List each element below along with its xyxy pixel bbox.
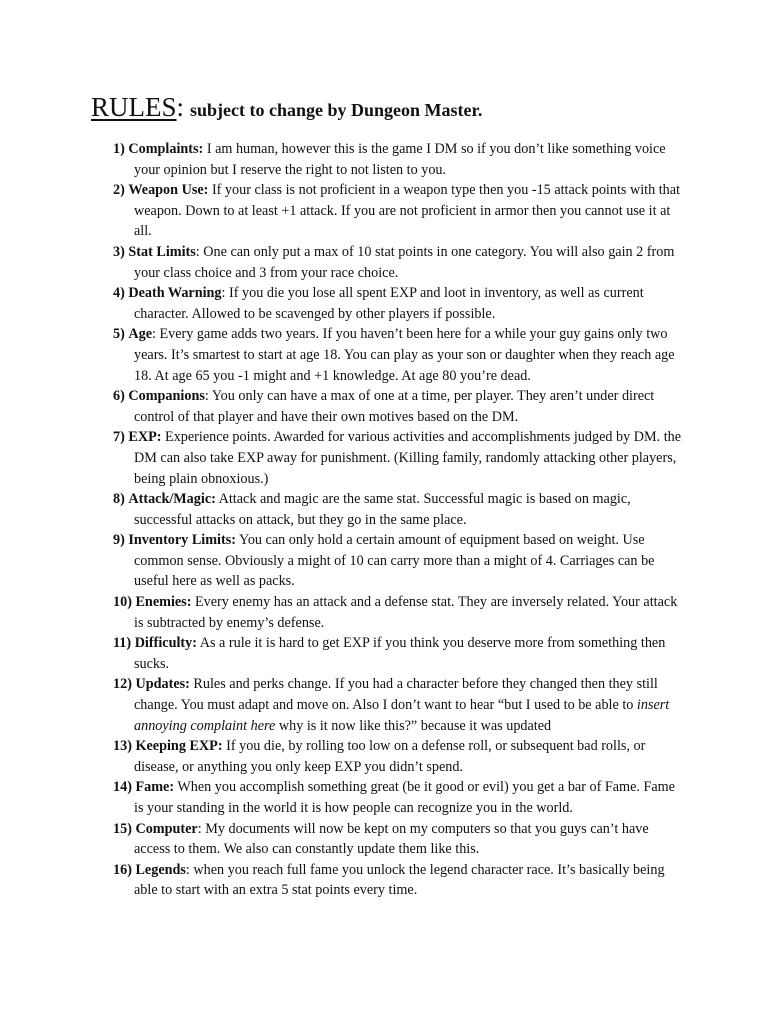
rule-name: EXP: — [128, 429, 162, 446]
rule-name: Age — [128, 326, 153, 343]
document-header — [91, 92, 482, 127]
rule-number: 15) — [113, 820, 132, 837]
rule-item — [113, 674, 683, 736]
rule-name: Death Warning — [128, 285, 222, 302]
rule-item — [113, 736, 683, 777]
rule-number: 5) — [113, 326, 125, 343]
rule-name: Attack/Magic: — [128, 491, 216, 508]
rule-item — [113, 180, 683, 242]
rule-text: Rules and perks change. If you had a character before they changed then they still change. You must adapt and move on. Also I don’t want to hear “but I used to be able to — [134, 676, 658, 714]
rule-number: 13) — [113, 738, 132, 755]
rule-item — [113, 283, 683, 324]
rules-list — [113, 139, 683, 901]
rule-name: Difficulty: — [134, 635, 197, 652]
rule-number: 1) — [113, 141, 125, 157]
page-title: RULES — [91, 92, 177, 122]
rule-number: 3) — [113, 243, 125, 260]
rule-item — [113, 242, 683, 283]
rule-name: Enemies: — [135, 594, 192, 611]
rule-number: 14) — [113, 779, 132, 796]
rule-number: 16) — [113, 861, 132, 878]
rule-name: Stat Limits — [128, 243, 196, 260]
rule-number: 2) — [113, 182, 125, 199]
rule-item — [113, 324, 683, 386]
rule-item — [113, 860, 683, 901]
rule-item — [113, 386, 683, 427]
rule-text: : My documents will now be kept on my computers so that you guys can’t have access to them. We also can constantly update them like this. — [134, 820, 649, 858]
title-colon: : — [176, 92, 185, 122]
rule-number: 12) — [113, 676, 132, 693]
page-subtitle: subject to change by Dungeon Master. — [190, 100, 483, 120]
rule-name: Computer — [135, 820, 198, 837]
rule-number: 6) — [113, 388, 125, 405]
rule-number: 4) — [113, 285, 125, 302]
rule-text: I am human, however this is the game I DM so if you don’t like something voice your opinion but I reserve the right to not listen to you. — [134, 141, 666, 178]
rule-name: Inventory Limits: — [128, 532, 236, 549]
rule-number: 7) — [113, 429, 125, 446]
rule-name: Complaints: — [128, 141, 204, 157]
rule-text: Every enemy has an attack and a defense stat. They are inversely related. Your attack is subtracted by enemy’s defense. — [134, 594, 678, 631]
rule-name: Updates: — [135, 676, 190, 693]
rule-name: Legends — [135, 861, 186, 878]
rule-item — [113, 530, 683, 592]
rule-text: If you die, by rolling too low on a defense roll, or subsequent bad rolls, or disease, or anything you only keep EXP you didn’t spend. — [134, 738, 646, 775]
rule-item — [113, 819, 683, 860]
rule-number: 11) — [113, 635, 132, 652]
rule-text: : If you die you lose all spent EXP and loot in inventory, as well as current character. Allowed to be scavenged by other players if possible. — [134, 285, 644, 322]
rule-item — [113, 633, 683, 674]
rule-text: Attack and magic are the same stat. Successful magic is based on magic, successful attacks on attack, but they go in the same place. — [134, 491, 631, 528]
rule-name: Fame: — [135, 779, 175, 796]
rule-text: You can only hold a certain amount of equipment based on weight. Use common sense. Obviously a might of 10 can carry more than a might of 4. Carriages can be useful here as well as packs. — [134, 532, 655, 590]
rule-name: Weapon Use: — [128, 182, 209, 199]
rule-item — [113, 777, 683, 818]
rule-item — [113, 489, 683, 530]
rule-name: Companions — [128, 388, 205, 405]
rule-text: : when you reach full fame you unlock the legend character race. It’s basically being able to start with an extra 5 stat points every time. — [134, 861, 665, 899]
rule-item — [113, 427, 683, 489]
rule-number: 8) — [113, 491, 125, 508]
rule-text: If your class is not proficient in a weapon type then you -15 attack points with that weapon. Down to at least +1 attack. If you are not proficient in armor then you cannot use it at all. — [134, 182, 681, 240]
rule-text: : You only can have a max of one at a time, per player. They aren’t under direct control of that player and have their own motives based on the DM. — [134, 388, 655, 425]
rule-text: Experience points. Awarded for various activities and accomplishments judged by DM. the DM can also take EXP away for punishment. (Killing family, randomly attacking other players, being plain obnoxious.) — [134, 429, 682, 487]
rule-text: : One can only put a max of 10 stat points in one category. You will also gain 2 from your class choice and 3 from your race choice. — [134, 243, 675, 281]
rule-number: 9) — [113, 532, 125, 549]
rule-text-after: why is it now like this?” because it was updated — [275, 717, 552, 734]
rule-text: As a rule it is hard to get EXP if you think you deserve more from something then sucks. — [134, 635, 666, 672]
rule-number: 10) — [113, 594, 132, 611]
rule-name: Keeping EXP: — [135, 738, 223, 755]
rule-text: When you accomplish something great (be it good or evil) you get a bar of Fame. Fame is your standing in the world it is how people can recognize you in the world. — [134, 779, 675, 816]
rule-emphasis: insert annoying complaint here — [134, 697, 670, 734]
rule-text: : Every game adds two years. If you haven’t been here for a while your guy gains only two years. It’s smartest to start at age 18. You can play as your son or daughter when they reach age 18. At age 65 you -1 might and +1 knowledge. At age 80 you’re dead. — [134, 326, 675, 384]
rule-item — [113, 139, 683, 180]
rule-item — [113, 592, 683, 633]
